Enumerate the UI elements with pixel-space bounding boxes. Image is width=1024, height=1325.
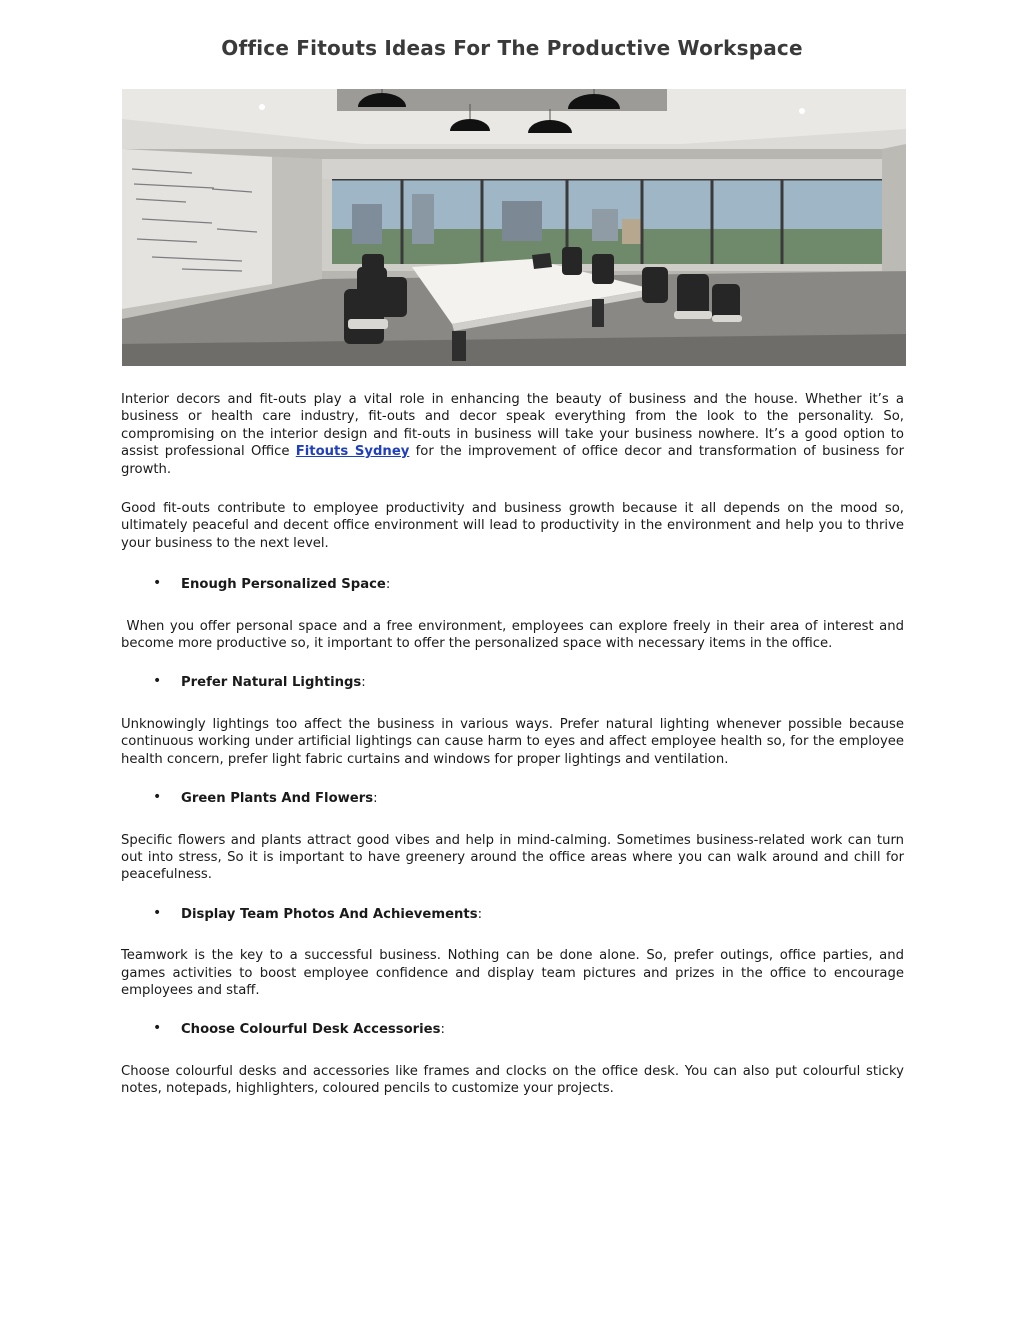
section-text-desk-accessories: Choose colourful desks and accessories like frames and clocks on the office desk. You can also put colourful sticky notes, notepads, highlighters, coloured pencils to customize your projects. — [121, 1063, 904, 1097]
section-heading-green-plants — [121, 790, 904, 807]
meeting-room-illustration — [122, 89, 906, 366]
bullet-icon: • — [153, 575, 162, 592]
heading-colon: : — [385, 577, 391, 593]
heading-colon: : — [361, 675, 366, 691]
intro-text-end: for the improvement of office decor and transformation of business for growth. — [121, 444, 904, 477]
heading-colon: : — [440, 1022, 445, 1038]
heading-text: Prefer Natural Lightings — [181, 675, 362, 691]
intro-text: Interior decors and fit-outs play a vital role in enhancing the beauty of business and the house. Whether it’s a business or health care industry, fit-outs and decor speak everything from the look to the personality. So, compromising on the interior design and fit-outs in business will take your business nowhere. It’s a good option to assist professional Office — [121, 392, 904, 460]
section-text-green-plants: Specific flowers and plants attract good vibes and help in mind-calming. Sometimes business-related work can turn out into stress, So it is important to have greenery around the office areas where you can walk around and chill for peacefulness. — [121, 832, 904, 883]
section-heading-personalized-space — [121, 576, 904, 593]
section-heading-natural-lightings — [121, 674, 904, 691]
intro-paragraph — [121, 391, 904, 478]
bullet-icon: • — [153, 673, 162, 690]
section-heading-desk-accessories — [121, 1021, 904, 1038]
heading-colon: : — [373, 791, 378, 807]
heading-colon: : — [477, 906, 483, 922]
hero-image — [122, 89, 906, 366]
fitouts-sydney-link[interactable]: Fitouts Sydney — [295, 444, 410, 460]
heading-text: Enough Personalized Space — [181, 577, 386, 593]
heading-text: Choose Colourful Desk Accessories — [181, 1022, 441, 1038]
paragraph-productivity: Good fit-outs contribute to employee productivity and business growth because it all depends on the mood so, ultimately peaceful and decent office environment will lead to productivity in the environment and help you to thrive your business to the next level. — [121, 501, 904, 551]
article-body — [121, 391, 909, 1120]
section-heading-team-photos — [121, 906, 904, 923]
heading-text: Green Plants And Flowers — [181, 791, 374, 807]
section-text-team-photos: Teamwork is the key to a successful business. Nothing can be done alone. So, prefer outings, office parties, and games activities to boost employee confidence and display team pictures and prizes in the office to encourage employees and staff. — [121, 948, 904, 998]
heading-text: Display Team Photos And Achievements — [181, 906, 478, 922]
bullet-icon: • — [153, 904, 162, 921]
section-text-natural-lightings: Unknowingly lightings too affect the business in various ways. Prefer natural lighting whenever possible because continuous working under artificial lightings can cause harm to eyes and affect employee health so, for the employee health concern, prefer light fabric curtains and windows for proper lightings and ventilation. — [121, 716, 904, 767]
bullet-icon: • — [153, 789, 162, 806]
section-text-personalized-space: When you offer personal space and a free environment, employees can explore freely in their area of interest and become more productive so, it important to offer the personalized space with necessary items in the office. — [121, 618, 909, 652]
page-title: Office Fitouts Ideas For The Productive Workspace — [221, 36, 803, 60]
bullet-icon: • — [153, 1020, 162, 1037]
